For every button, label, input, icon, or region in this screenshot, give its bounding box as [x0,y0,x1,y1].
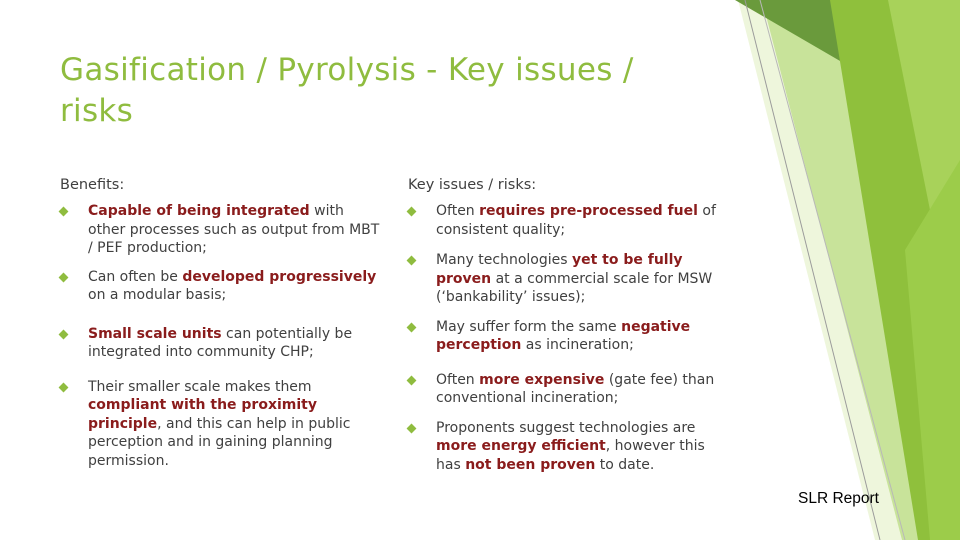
footer-label: SLR Report [798,490,879,507]
list-item: Many technologies yet to be fully proven at a commercial scale for MSW (‘bankability’ issues); [408,251,728,307]
risks-heading: Key issues / risks: [408,177,537,193]
diamond-bullet-icon [407,375,417,385]
list-item: Often requires pre-processed fuel of consistent quality; [408,202,728,239]
list-item: Proponents suggest technologies are more energy efficient, however this has not been proven to date. [408,419,728,475]
risks-column [408,176,728,474]
slide-title: Gasification / Pyrolysis - Key issues / risks [60,52,634,129]
list-item: May suffer form the same negative perception as incineration; [408,318,728,355]
list-item: Small scale units can potentially be integrated into community CHP; [60,325,380,362]
diamond-bullet-icon [59,382,69,392]
risks-list [408,202,728,474]
list-item: Can often be developed progressively on a modular basis; [60,268,380,305]
diamond-bullet-icon [407,207,417,217]
benefits-heading: Benefits: [60,177,125,193]
benefits-column [60,176,380,470]
benefits-list [60,202,380,470]
diamond-bullet-icon [59,329,69,339]
diamond-bullet-icon [407,256,417,266]
diamond-bullet-icon [59,207,69,217]
list-item: Their smaller scale makes them compliant with the proximity principle, and this can help in public perception and in gaining planning permission. [60,378,380,471]
diamond-bullet-icon [407,322,417,332]
diamond-bullet-icon [407,423,417,433]
list-item: Capable of being integrated with other processes such as output from MBT / PEF production; [60,202,380,258]
diamond-bullet-icon [59,272,69,282]
list-item: Often more expensive (gate fee) than conventional incineration; [408,371,728,408]
